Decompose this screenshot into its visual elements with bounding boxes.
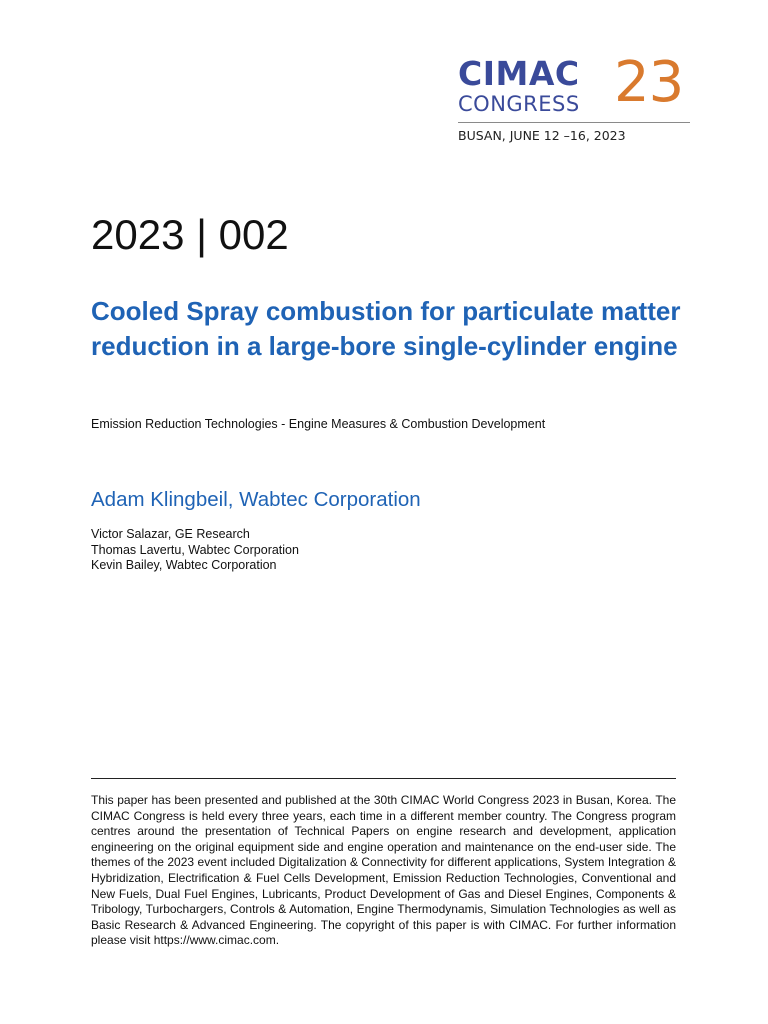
paper-topic: Emission Reduction Technologies - Engine Measures & Combustion Development bbox=[91, 417, 546, 431]
logo-wordmark-cimac: CIMAC bbox=[458, 54, 580, 93]
main-author: Adam Klingbeil, Wabtec Corporation bbox=[91, 488, 421, 511]
footer-notice: This paper has been presented and published at the 30th CIMAC World Congress 2023 in Busan, Korea. The CIMAC Congress is held every three years, each time in a different member country. The Congress program centres around the presentation of Technical Papers on engine research and development, application engineering on the original equipment side and engine operation and maintenance on the end-user side. The themes of the 2023 event included Digitalization & Connectivity for different applications, System Integration & Hybridization, Electrification & Fuel Cells Development, Emission Reduction Technologies, Conventional and New Fuels, Dual Fuel Engines, Lubricants, Product Development of Gas and Diesel Engines, Components & Tribology, Turbochargers, Controls & Automation, Engine Thermodynamis, Simulation Technologies as well as Basic Research & Advanced Engineering. The copyright of this paper is with CIMAC. For further information please visit https://www.cimac.com. bbox=[91, 793, 676, 948]
logo-number: 23 bbox=[614, 50, 684, 115]
logo-divider bbox=[458, 122, 690, 123]
cimac-congress-logo bbox=[458, 50, 694, 148]
paper-number: 2023 | 002 bbox=[91, 211, 289, 258]
footer-divider bbox=[91, 778, 676, 779]
logo-event-line: BUSAN, JUNE 12 –16, 2023 bbox=[458, 128, 626, 143]
paper-title: Cooled Spray combustion for particulate matter reduction in a large-bore single-cylinder engine bbox=[91, 296, 681, 361]
coauthor-item: Victor Salazar, GE Research bbox=[91, 527, 250, 541]
coauthor-item: Kevin Bailey, Wabtec Corporation bbox=[91, 558, 277, 572]
coauthor-item: Thomas Lavertu, Wabtec Corporation bbox=[91, 542, 299, 557]
coauthor-list bbox=[91, 527, 299, 574]
logo-wordmark-congress: CONGRESS bbox=[458, 92, 580, 116]
